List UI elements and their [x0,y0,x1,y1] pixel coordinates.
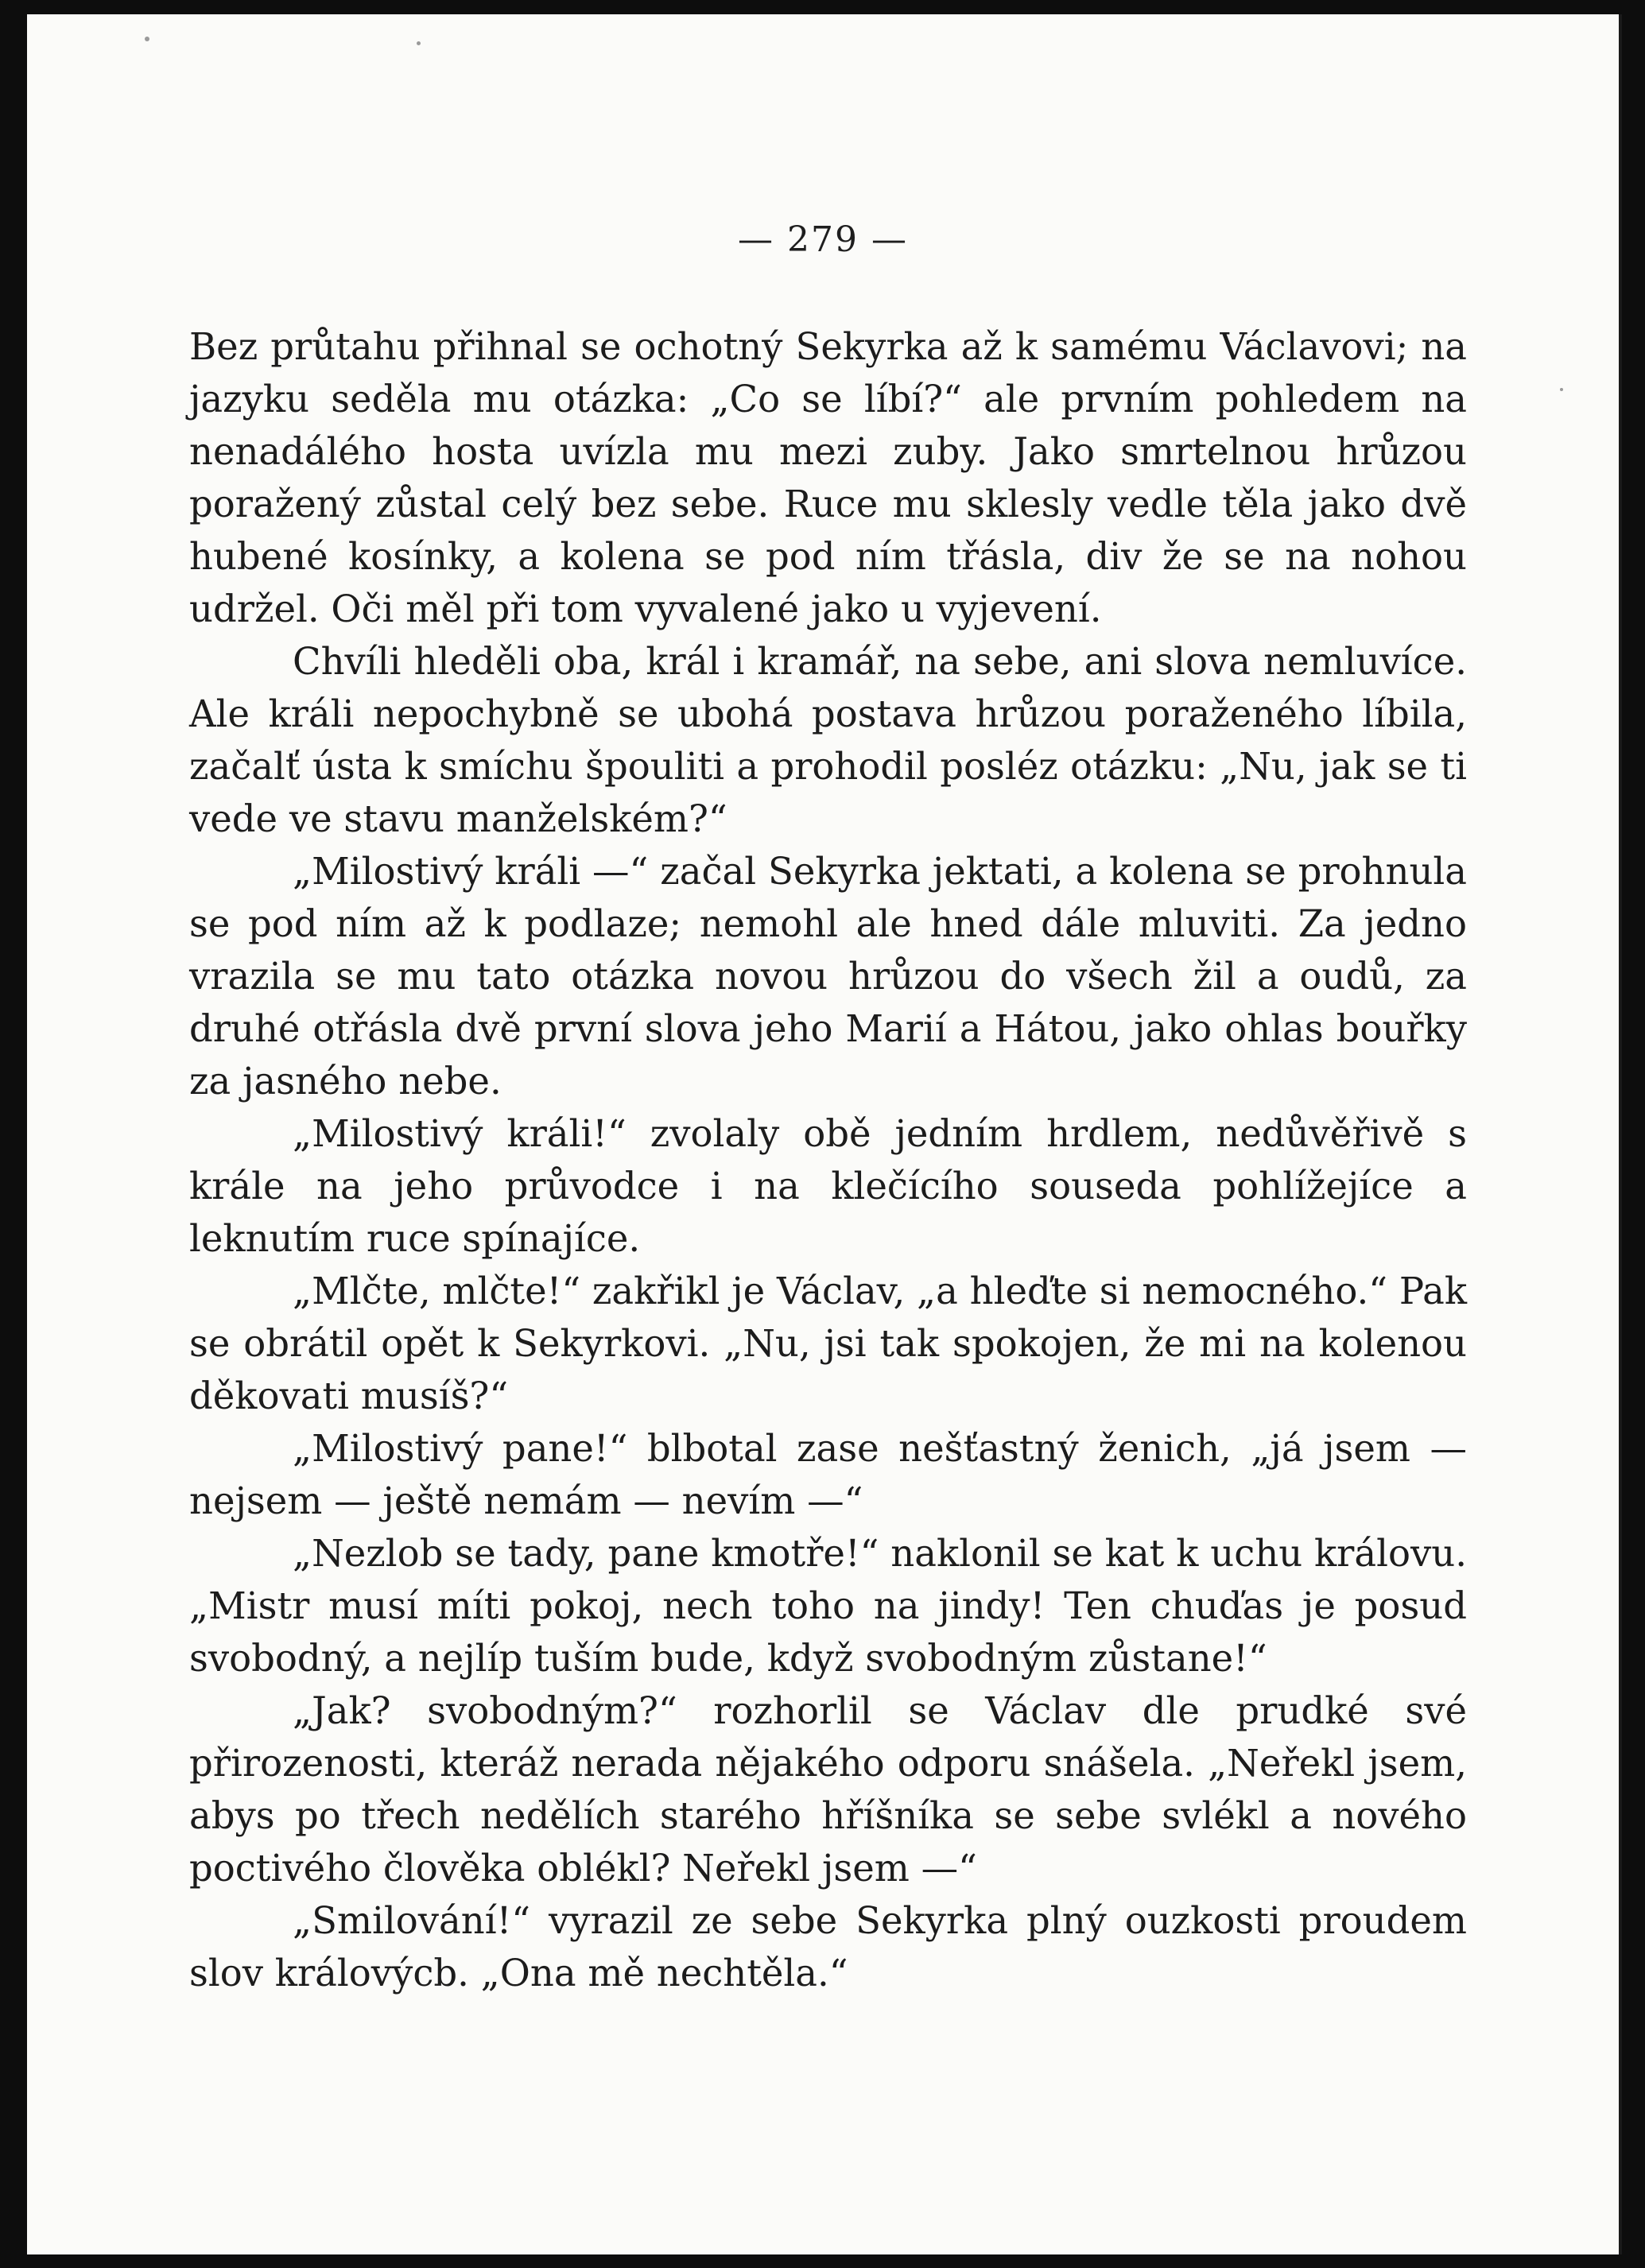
paper-speck [145,37,149,41]
paragraph: „Smilování!“ vyrazil ze sebe Sekyrka plný ouzkosti proudem slov královýcb. „Ona mě nechtěla.“ [189,1899,1467,1995]
paragraph: „Milostivý králi!“ zvolaly obě jedním hrdlem, nedůvěřivě s krále na jeho průvodce i na klečícího souseda pohlížejíce a leknutím ruce spínajíce. [189,1112,1467,1260]
paragraph: Bez průtahu přihnal se ochotný Sekyrka až k samému Václavovi; na jazyku seděla mu otázka: „Co se líbí?“ ale prvním pohledem na nenadálého hosta uvízla mu mezi zuby. Jako smrtelnou hrůzou poražený zůstal celý bez sebe. Ruce mu sklesly vedle těla jako dvě hubené kosínky, a kolena se pod ním třásla, div že se na nohou udržel. Oči měl při tom vyvalené jako u vyjevení. [189,325,1467,630]
paper-speck [417,41,421,45]
paragraph: „Mlčte, mlčte!“ zakřikl je Václav, „a hleďte si nemocného.“ Pak se obrátil opět k Sekyrkovi. „Nu, jsi tak spokojen, že mi na kolenou děkovati musíš?“ [189,1270,1467,1417]
paper-speck [1560,388,1563,391]
paragraph: Chvíli hleděli oba, král i kramář, na sebe, ani slova nemluvíce. Ale králi nepochybně se ubohá postava hrůzou poraženého líbila, začalť ústa k smíchu špouliti a prohodil posléz otázku: „Nu, jak se ti vede ve stavu manželském?“ [189,640,1467,840]
book-page [27,14,1622,2254]
paragraph: „Jak? svobodným?“ rozhorlil se Václav dle prudké své přirozenosti, kteráž nerada nějakého odporu snášela. „Neřekl jsem, abys po třech nedělích starého hříšníka se sebe svlékl a nového poctivého člověka oblékl? Neřekl jsem —“ [189,1689,1467,1890]
page-number: — 279 — [738,219,908,260]
paragraph: „Milostivý pane!“ blbotal zase nešťastný ženich, „já jsem — nejsem — ještě nemám — nevím —“ [189,1427,1467,1522]
body-text [189,320,1467,1999]
paragraph: „Milostivý králi —“ začal Sekyrka jektati, a kolena se prohnula se pod ním až k podlaze; nemohl ale hned dále mluviti. Za jedno vrazila se mu tato otázka novou hrůzou do všech žil a oudů, za druhé otřásla dvě první slova jeho Marií a Hátou, jako ohlas bouřky za jasného nebe. [189,850,1467,1103]
paragraph: „Nezlob se tady, pane kmotře!“ naklonil se kat k uchu královu. „Mistr musí míti pokoj, nech toho na jindy! Ten chuďas je posud svobodný, a nejlíp tuším bude, když svobodným zůstane!“ [189,1532,1467,1680]
